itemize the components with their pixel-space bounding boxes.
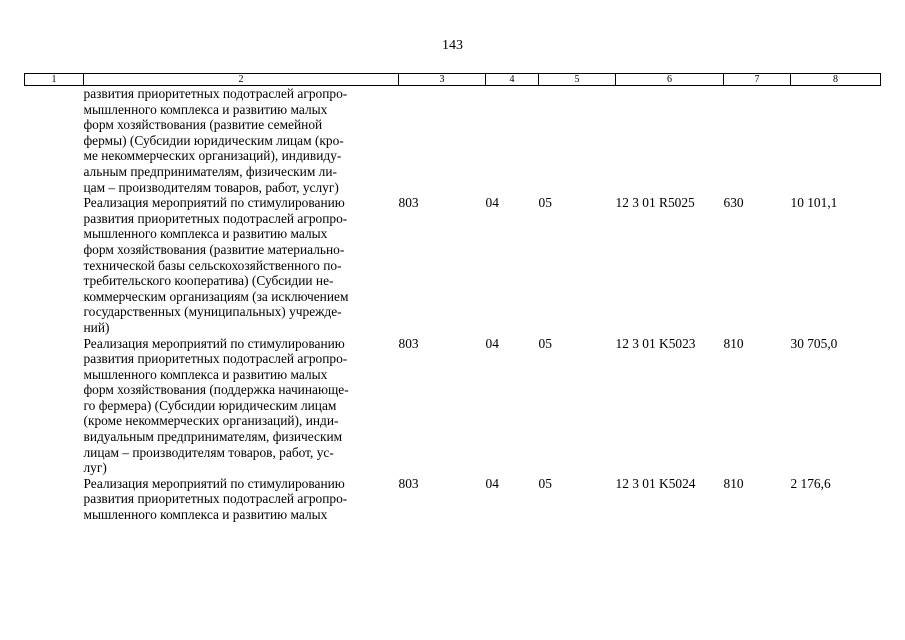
description-line: форм хозяйствования (поддержка начинающе- <box>83 382 349 398</box>
table-row <box>25 336 881 476</box>
cell-amount: 2 176,6 <box>790 475 831 491</box>
description-line: Реализация мероприятий по стимулированию <box>83 475 345 491</box>
description-line: Реализация мероприятий по стимулированию <box>83 195 345 211</box>
description-line: альным предпринимателям, физическим ли- <box>83 163 337 179</box>
description-line: государственных (муниципальных) учрежде- <box>83 304 342 320</box>
description-line: видуальным предпринимателям, физическим <box>83 429 343 445</box>
description-line: мышленного комплекса и развитию малых <box>83 226 328 242</box>
cell-description <box>84 476 399 523</box>
cell-col-1 <box>25 336 84 476</box>
header-col-5: 5 <box>539 74 616 86</box>
cell-code-expense-type: 810 <box>723 475 744 491</box>
description-line: мышленного комплекса и развитию малых <box>83 507 328 523</box>
cell-code-ministry: 803 <box>398 475 419 491</box>
cell-code-ministry <box>399 86 486 196</box>
table-body <box>25 86 881 523</box>
description-line: развития приоритетных подотраслей агропро- <box>83 491 348 507</box>
description-line: форм хозяйствования (развитие семейной <box>83 117 323 133</box>
header-col-1: 1 <box>25 74 84 86</box>
cell-col-1 <box>25 195 84 335</box>
cell-description <box>84 336 399 476</box>
description-line: развития приоритетных подотраслей агропро- <box>83 351 348 367</box>
description-line: лицам – производителям товаров, работ, ус- <box>83 444 334 460</box>
description-line: требительского кооператива) (Субсидии не- <box>83 273 334 289</box>
cell-code-ministry: 803 <box>398 335 419 351</box>
description-line: го фермера) (Субсидии юридическим лицам <box>83 397 337 413</box>
cell-code-target-article <box>616 86 724 196</box>
header-col-4: 4 <box>486 74 539 86</box>
cell-amount <box>791 86 881 196</box>
header-col-3: 3 <box>399 74 486 86</box>
cell-code-subsection: 05 <box>538 475 552 491</box>
description-line: мышленного комплекса и развитию малых <box>83 366 328 382</box>
header-col-8: 8 <box>791 74 881 86</box>
description-line: форм хозяйствования (развитие материально- <box>83 241 345 257</box>
table-row <box>25 86 881 196</box>
description-line: ме некоммерческих организаций), индивиду- <box>83 148 342 164</box>
cell-description <box>84 86 399 196</box>
description-line: (кроме некоммерческих организаций), инди- <box>83 413 339 429</box>
cell-code-subsection <box>539 86 616 196</box>
description-line: ний) <box>83 319 110 335</box>
header-col-2: 2 <box>84 74 399 86</box>
table-header <box>25 74 881 86</box>
description-line: развития приоритетных подотраслей агропро- <box>83 86 348 101</box>
cell-code-ministry: 803 <box>398 195 419 211</box>
description-line: цам – производителям товаров, работ, услуг) <box>83 179 339 195</box>
cell-code-target-article: 12 3 01 K5024 <box>615 475 696 491</box>
cell-code-section <box>486 86 539 196</box>
cell-col-1 <box>25 86 84 196</box>
cell-code-expense-type: 810 <box>723 335 744 351</box>
cell-amount: 10 101,1 <box>790 195 838 211</box>
header-col-7: 7 <box>724 74 791 86</box>
header-row <box>25 74 881 86</box>
cell-code-target-article: 12 3 01 K5023 <box>615 335 696 351</box>
cell-code-target-article: 12 3 01 R5025 <box>615 195 695 211</box>
description-line: развития приоритетных подотраслей агропро- <box>83 210 348 226</box>
description-line: мышленного комплекса и развитию малых <box>83 101 328 117</box>
cell-code-expense-type <box>724 86 791 196</box>
table-row <box>25 476 881 523</box>
cell-code-section: 04 <box>485 195 499 211</box>
cell-code-section: 04 <box>485 335 499 351</box>
description-line: луг) <box>83 460 107 476</box>
cell-code-subsection: 05 <box>538 335 552 351</box>
cell-col-1 <box>25 476 84 523</box>
description-line: технической базы сельскохозяйственного по- <box>83 257 342 273</box>
cell-code-section: 04 <box>485 475 499 491</box>
budget-table <box>24 73 881 523</box>
table-row <box>25 195 881 335</box>
cell-description <box>84 195 399 335</box>
page-number: 143 <box>442 38 463 53</box>
header-col-6: 6 <box>616 74 724 86</box>
description-line: коммерческим организациям (за исключением <box>83 288 349 304</box>
cell-amount: 30 705,0 <box>790 335 838 351</box>
cell-code-subsection: 05 <box>538 195 552 211</box>
description-line: фермы) (Субсидии юридическим лицам (кро- <box>83 132 344 148</box>
cell-code-expense-type: 630 <box>723 195 744 211</box>
description-line: Реализация мероприятий по стимулированию <box>83 335 345 351</box>
